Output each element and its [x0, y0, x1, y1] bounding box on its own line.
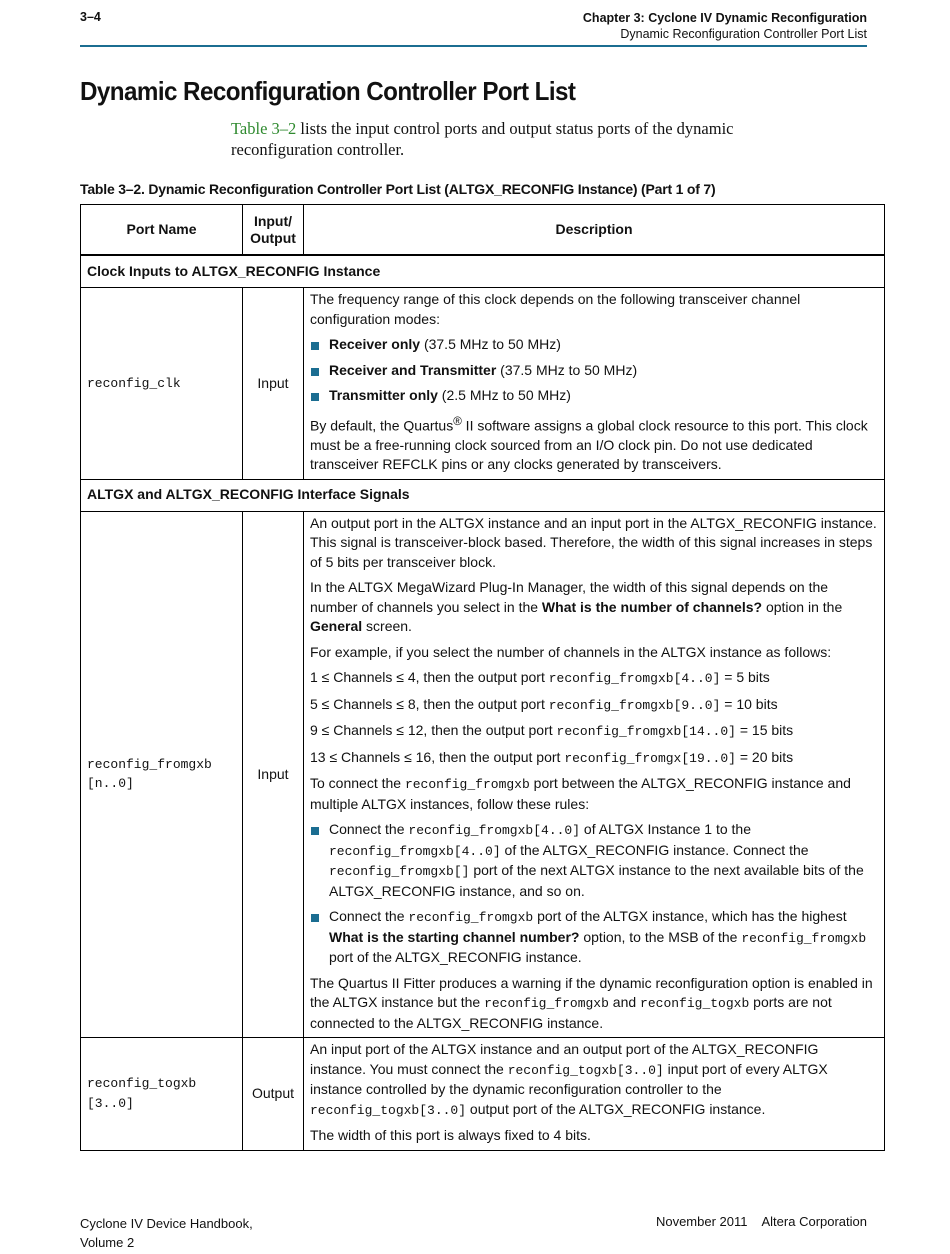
footer-date: November 2011 — [655, 1214, 748, 1229]
section-row-clock — [81, 255, 885, 288]
port-direction: Output — [243, 1038, 304, 1151]
col-header-io — [243, 205, 304, 256]
table-row — [81, 288, 885, 480]
example-line: 9 ≤ Channels ≤ 12, then the output port reconfig_fromgxb[14..0] = 15 bits — [310, 722, 794, 740]
running-header — [583, 10, 867, 42]
port-description — [304, 288, 885, 480]
col-header-io-line1: Input/ — [253, 212, 293, 229]
section-label: ALTGX and ALTGX_RECONFIG Interface Signals — [81, 479, 885, 511]
desc-paragraph: The Quartus II Fitter produces a warning if the dynamic reconfiguration option is enabled in the ALTGX instance but the reconfig_fromgxb and reconfig_togxb ports are not connected to the ALTGX_RECONFIG instance. — [310, 974, 873, 1031]
table-link[interactable]: Table 3–2 — [231, 119, 297, 138]
list-item: Connect the reconfig_fromgxb[4..0] of ALTGX Instance 1 to the reconfig_fromgxb[4..0] of the ALTGX_RECONFIG instance. Connect the reconfig_fromgxb[] port of the next ALTGX instance to the next available bits of the ALTGX_RECONFIG instance, and so on. — [310, 820, 878, 901]
footer-publisher — [642, 1214, 867, 1229]
desc-paragraph: For example, if you select the number of channels in the ALTGX instance as follows: — [310, 643, 832, 660]
page-title: Dynamic Reconfiguration Controller Port List — [80, 76, 576, 106]
port-direction: Input — [243, 288, 304, 480]
section-label: Clock Inputs to ALTGX_RECONFIG Instance — [81, 255, 885, 288]
footer-company: Altera Corporation — [761, 1214, 867, 1229]
footer-handbook: Cyclone IV Device Handbook, Volume 2 — [80, 1216, 253, 1250]
port-name: reconfig_clk — [81, 288, 243, 480]
port-name: reconfig_togxb [3..0] — [81, 1038, 243, 1151]
col-header-description: Description — [304, 205, 885, 256]
desc-paragraph: To connect the reconfig_fromgxb port between the ALTGX_RECONFIG instance and multiple ALTGX instances, follow these rules: — [310, 775, 851, 812]
list-item: Connect the reconfig_fromgxb port of the ALTGX instance, which has the highest What is the starting channel number? option, to the MSB of the reconfig_fromgxb port of the ALTGX_RECONFIG instance. — [310, 907, 878, 968]
desc-paragraph: The frequency range of this clock depends on the following transceiver channel configuration modes: — [310, 291, 801, 327]
section-title: Dynamic Reconfiguration Controller Port List — [620, 27, 867, 41]
port-name: reconfig_fromgxb [n..0] — [81, 511, 243, 1038]
section-row-interface — [81, 479, 885, 511]
example-line: 1 ≤ Channels ≤ 4, then the output port reconfig_fromgxb[4..0] = 5 bits — [310, 669, 770, 687]
intro-paragraph — [231, 118, 831, 160]
port-list-table — [80, 204, 885, 1151]
intro-text: lists the input control ports and output status ports of the dynamic reconfiguration controller. — [231, 119, 734, 159]
port-description — [304, 511, 885, 1038]
desc-paragraph: By default, the Quartus® II software assigns a global clock resource to this port. This clock must be a free-running clock sourced from an I/O clock pin. Do not use dedicated transceiver REFCLK pins or any clocks generated by transceivers. — [310, 414, 868, 473]
chapter-title: Chapter 3: Cyclone IV Dynamic Reconfiguration — [582, 11, 867, 25]
port-direction: Input — [243, 511, 304, 1038]
example-line: 13 ≤ Channels ≤ 16, then the output port reconfig_fromgx[19..0] = 20 bits — [310, 748, 794, 766]
table-row — [81, 511, 885, 1038]
col-header-port: Port Name — [81, 205, 243, 256]
desc-paragraph: An output port in the ALTGX instance and an input port in the ALTGX_RECONFIG instance. This signal is transceiver-block based. Therefore, the width of this signal increases in steps of 5 bits per transceiver block. — [310, 514, 877, 570]
list-item: Receiver and Transmitter (37.5 MHz to 50 MHz) — [310, 361, 878, 381]
desc-paragraph: The width of this port is always fixed to 4 bits. — [310, 1127, 591, 1144]
table-caption: Table 3–2. Dynamic Reconfiguration Controller Port List (ALTGX_RECONFIG Instance) (Part 1 of 7) — [80, 181, 716, 197]
header-rule — [80, 45, 867, 47]
desc-paragraph: An input port of the ALTGX instance and an output port of the ALTGX_RECONFIG instance. You must connect the reconfig_togxb[3..0] input port of every ALTGX instance controlled by the dynamic reconfiguration controller to the reconfig_togxb[3..0] output port of the ALTGX_RECONFIG instance. — [310, 1041, 828, 1118]
desc-paragraph: In the ALTGX MegaWizard Plug-In Manager, the width of this signal depends on the number of channels you select in the What is the number of channels? option in the General screen. — [310, 579, 843, 635]
example-line: 5 ≤ Channels ≤ 8, then the output port reconfig_fromgxb[9..0] = 10 bits — [310, 695, 778, 713]
list-item: Receiver only (37.5 MHz to 50 MHz) — [310, 335, 878, 355]
col-header-io-line2: Output — [250, 229, 296, 246]
table-header-row — [81, 205, 885, 256]
list-item: Transmitter only (2.5 MHz to 50 MHz) — [310, 386, 878, 406]
registered-mark: ® — [453, 414, 462, 428]
page-number: 3–4 — [80, 10, 101, 24]
table-row — [81, 1038, 885, 1151]
port-description — [304, 1038, 885, 1151]
